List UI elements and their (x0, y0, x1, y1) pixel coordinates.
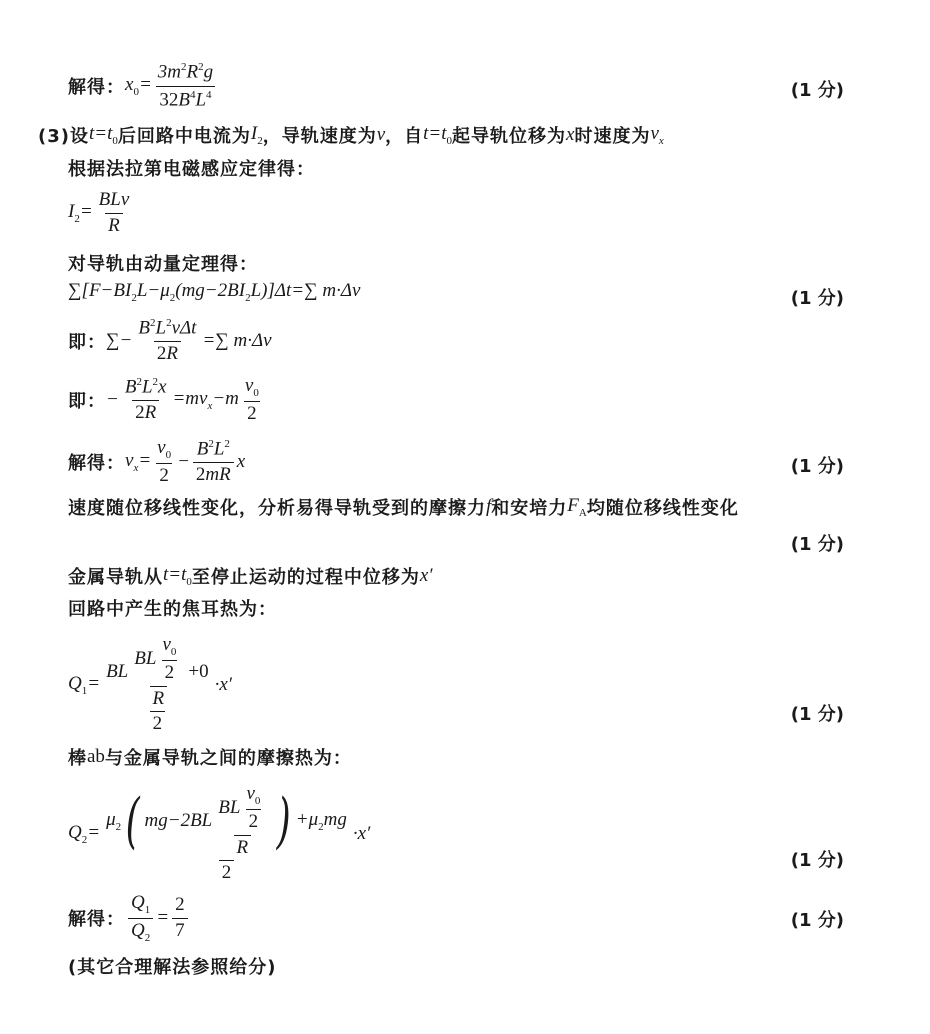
x0-fraction: $\frac{3m^2R^2g}{32B^4L^4}$ (157, 61, 214, 110)
score-7: (1 分) (790, 910, 844, 931)
score-4: (1 分) (790, 534, 844, 555)
joule-label: 回路中产生的焦耳热为： (68, 599, 277, 620)
equation-ratio: 解得： $\frac{Q_1}{Q_2}$ = $\frac{2}{7}$ (1 分) (68, 891, 844, 944)
equation-q1: $Q_1=$ BL BL $\frac{v_0}{2}$ R +0 2 ·x′ (1 分) (68, 633, 844, 735)
part3-statement: (3)设 $t=t_0$ 后回路中电流为 $I_2$ ，导轨速度为 v ，自 $t=t_0$ 起导轨位移为 x 时速度为 $v_x$ (38, 123, 664, 147)
equation-q2: $Q_2=$ $\mu_2$ ( mg−2BL BL $\frac{v_0}{2}$ R ) $+\mu_2mg$ 2 ·x′ (1 分) (68, 782, 844, 884)
jiede-label: 解得： (68, 77, 125, 98)
score-1: (1 分) (790, 80, 844, 101)
other-note: (其它合理解法参照给分) (68, 957, 277, 978)
score-5: (1 分) (790, 704, 844, 725)
equation-ji-1: 即： ∑− $\frac{B^2L^2v\Delta t}{2R}$ =∑ m·Δv (68, 316, 272, 365)
x0-lhs: $x_0=$ (125, 74, 152, 98)
equation-momentum: $\sum[F-BI_2L-\mu_2(mg-2BI_2L)]\Delta t=\sum$ m·Δv (1 分) (68, 280, 844, 309)
stop-statement: 金属导轨从 $t=t_0$ 至停止运动的过程中位移为 x′ (68, 564, 433, 588)
equation-ji-2: 即： − $\frac{B^2L^2x}{2R}$ $=mv_x-m$ $\frac{v_0}{2}$ (68, 374, 259, 424)
friction-heat-label: 棒 ab 与金属导轨之间的摩擦热为： (68, 746, 352, 769)
equation-vx: 解得： $v_x=$ $\frac{v_0}{2}$ − $\frac{B^2L^2}{2mR}$ x (1 分) (68, 436, 844, 486)
faraday-label: 根据法拉第电磁感应定律得： (68, 159, 315, 180)
score-row-4 (0, 528, 930, 556)
score-6: (1 分) (790, 850, 844, 871)
score-3: (1 分) (790, 456, 844, 477)
equation-x0 (0, 62, 930, 110)
linear-statement: 速度随位移线性变化，分析易得导轨受到的摩擦力 f 和安培力 $F_A$ 均随位移线性变化 (68, 495, 739, 519)
score-2: (1 分) (790, 288, 844, 309)
equation-i2: $I_2=$ $\frac{\text{BLv}}{R}$ (68, 188, 130, 236)
momentum-label: 对导轨由动量定理得： (68, 254, 258, 275)
